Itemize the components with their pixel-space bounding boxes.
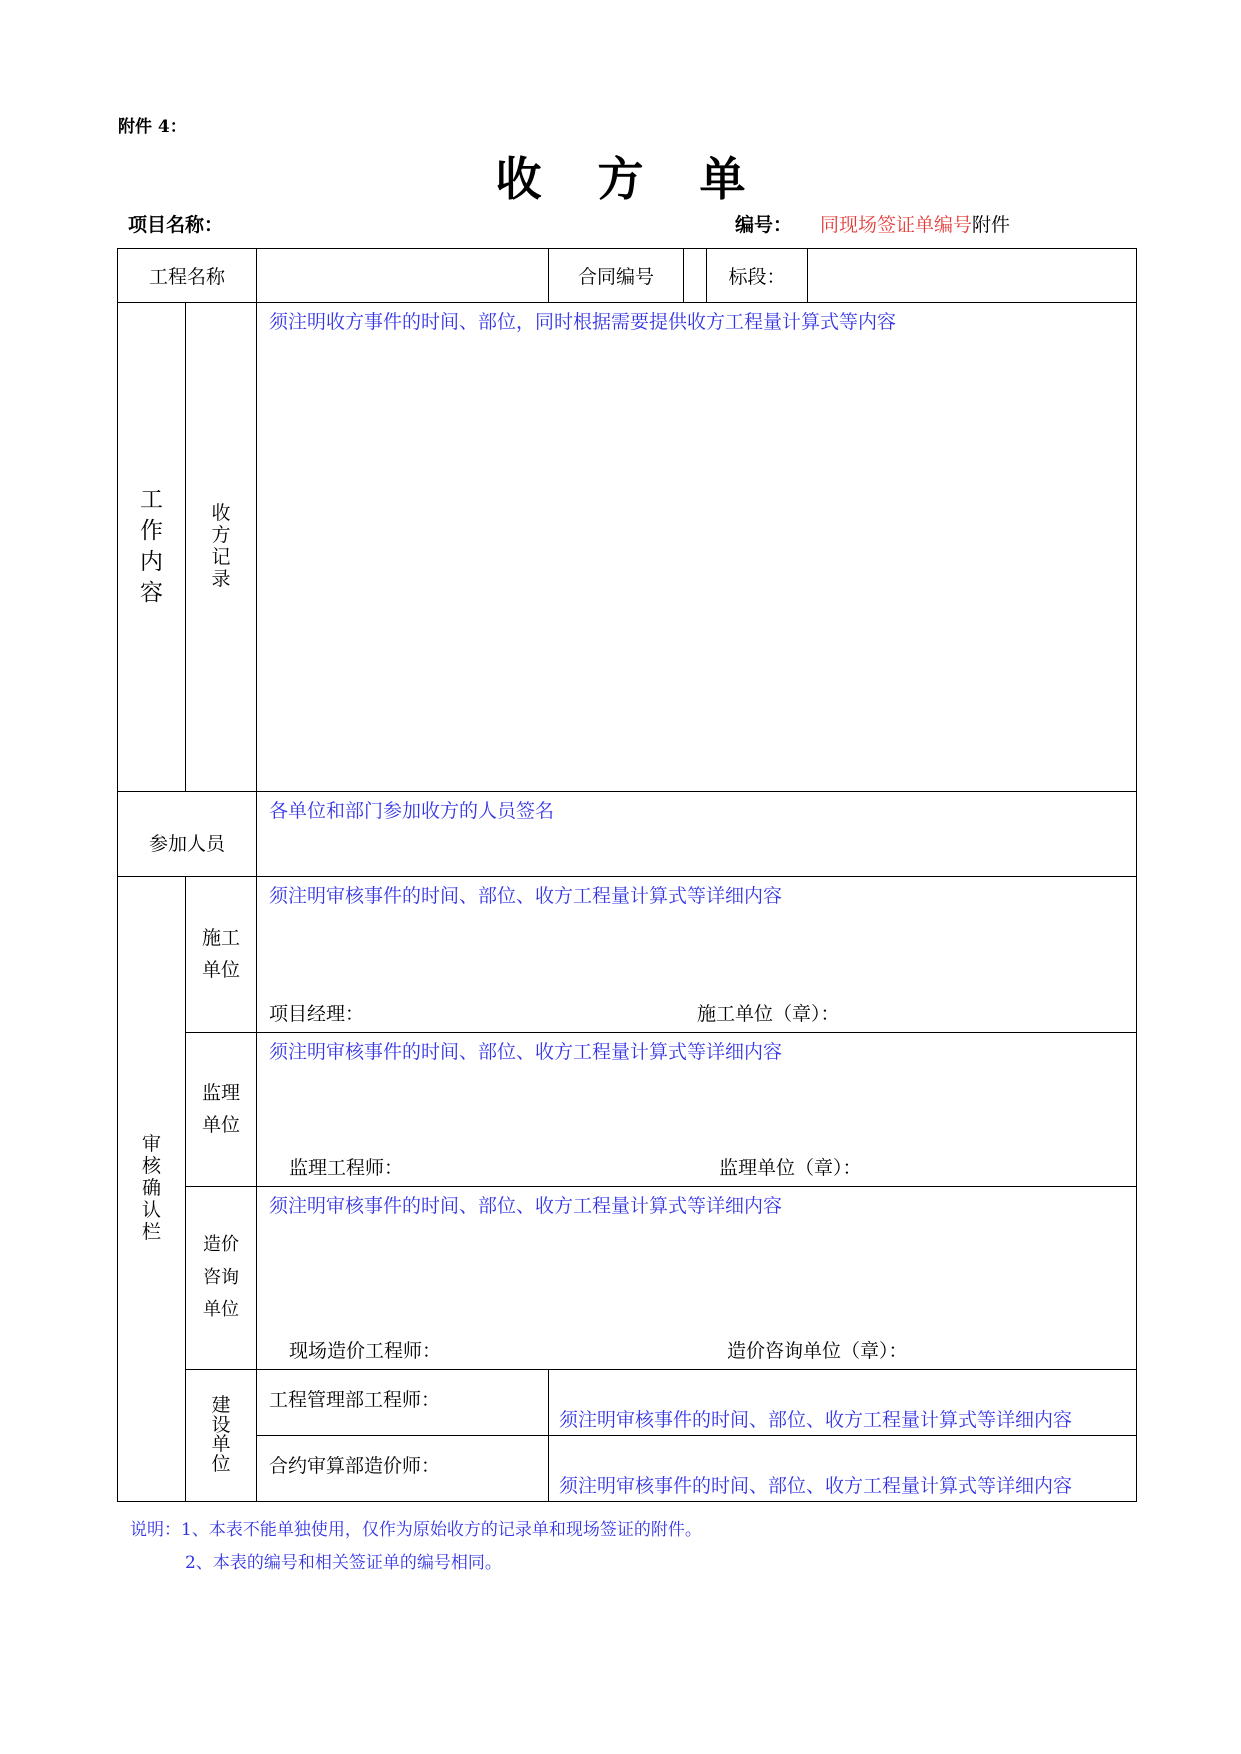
cost-consulting-cell[interactable] [257, 1187, 1137, 1370]
supervision-engineer-sign: 监理工程师： [289, 1157, 404, 1179]
label-char: 位 [211, 1453, 231, 1476]
label-char: 核 [141, 1155, 161, 1178]
receipt-record-cell[interactable] [257, 303, 1137, 792]
contract-label: 合同编号 [578, 266, 655, 288]
engineering-dept-note: 须注明审核事件的时间、部位、收方工程量计算式等详细内容 [559, 1409, 1073, 1431]
label-char: 容 [140, 580, 163, 607]
label-char: 方 [211, 524, 231, 547]
participants-label-cell [118, 792, 257, 877]
section-label: 标段： [728, 266, 786, 288]
supervision-unit-label [186, 1033, 257, 1187]
site-cost-engineer-sign: 现场造价工程师： [289, 1340, 442, 1362]
label-char: 认 [141, 1198, 161, 1221]
engineering-dept-cell[interactable] [549, 1370, 1137, 1436]
title-char: 单 [699, 152, 746, 206]
contract-audit-cell[interactable] [549, 1436, 1137, 1502]
section-value-cell[interactable] [808, 249, 1137, 303]
project-name-label: 项目名称： [128, 214, 224, 236]
engineering-dept-label: 工程管理部工程师： [269, 1389, 441, 1411]
participants-cell[interactable] [257, 792, 1137, 877]
cost-seal-sign: 造价咨询单位（章）： [727, 1340, 908, 1362]
label-char: 审 [141, 1133, 161, 1156]
footer-note-2: 2、本表的编号和相关签证单的编号相同。 [185, 1553, 502, 1573]
label-char: 工 [140, 486, 163, 513]
label-char: 设 [211, 1413, 231, 1436]
contract-value-cell[interactable] [684, 249, 707, 303]
cost-consulting-label [186, 1187, 257, 1370]
supervision-seal-sign: 监理单位（章）： [719, 1157, 862, 1179]
page-title [0, 143, 1241, 209]
label-char: 作 [140, 517, 163, 544]
title-char: 收 [495, 152, 542, 206]
participants-label: 参加人员 [149, 832, 226, 855]
number-value-suffix: 附件 [972, 214, 1011, 236]
label-line: 单位 [202, 958, 241, 981]
review-label [118, 877, 186, 1502]
label-char: 收 [211, 502, 231, 525]
contract-audit-label-cell [257, 1436, 549, 1502]
contract-audit-note: 须注明审核事件的时间、部位、收方工程量计算式等详细内容 [559, 1475, 1073, 1497]
label-line: 监理 [202, 1082, 241, 1105]
section-label-cell [707, 249, 808, 303]
number-value-red: 同现场签证单编号 [820, 214, 973, 236]
participants-note: 各单位和部门参加收方的人员签名 [269, 800, 555, 822]
construction-note: 须注明审核事件的时间、部位、收方工程量计算式等详细内容 [269, 885, 783, 907]
label-char: 确 [141, 1177, 161, 1200]
label-line: 施工 [202, 927, 241, 950]
project-label-cell [118, 249, 257, 303]
contract-audit-label: 合约审算部造价师： [269, 1455, 441, 1477]
label-line: 造价 [203, 1234, 239, 1256]
number-label: 编号： [735, 214, 793, 236]
label-char: 录 [211, 567, 231, 590]
receipt-record-note: 须注明收方事件的时间、部位，同时根据需要提供收方工程量计算式等内容 [269, 311, 897, 333]
receipt-form-table [117, 248, 1137, 1502]
title-char: 方 [597, 152, 644, 206]
label-char: 单 [211, 1433, 231, 1456]
project-value-cell[interactable] [257, 249, 549, 303]
work-content-label [118, 303, 186, 792]
construction-unit-cell[interactable] [257, 877, 1137, 1033]
label-line: 单位 [203, 1299, 239, 1321]
engineering-dept-label-cell [257, 1370, 549, 1436]
label-line: 咨询 [203, 1266, 239, 1288]
number-value [820, 210, 1010, 237]
label-char: 建 [211, 1393, 231, 1416]
owner-unit-label [186, 1370, 257, 1502]
supervision-note: 须注明审核事件的时间、部位、收方工程量计算式等详细内容 [269, 1041, 783, 1063]
label-line: 单位 [202, 1113, 241, 1136]
label-char: 栏 [141, 1220, 161, 1243]
label-char: 内 [140, 549, 163, 575]
contract-label-cell [549, 249, 684, 303]
footer-note-1: 说明：1、本表不能单独使用，仅作为原始收方的记录单和现场签证的附件。 [130, 1520, 702, 1540]
construction-seal-sign: 施工单位（章）： [697, 1003, 840, 1025]
attachment-label: 附件 4： [118, 117, 187, 137]
project-manager-sign: 项目经理： [269, 1003, 365, 1025]
cost-note: 须注明审核事件的时间、部位、收方工程量计算式等详细内容 [269, 1195, 783, 1217]
project-label: 工程名称 [149, 266, 226, 288]
supervision-unit-cell[interactable] [257, 1033, 1137, 1187]
label-char: 记 [211, 546, 231, 568]
receipt-record-label [186, 303, 257, 792]
construction-unit-label [186, 877, 257, 1033]
